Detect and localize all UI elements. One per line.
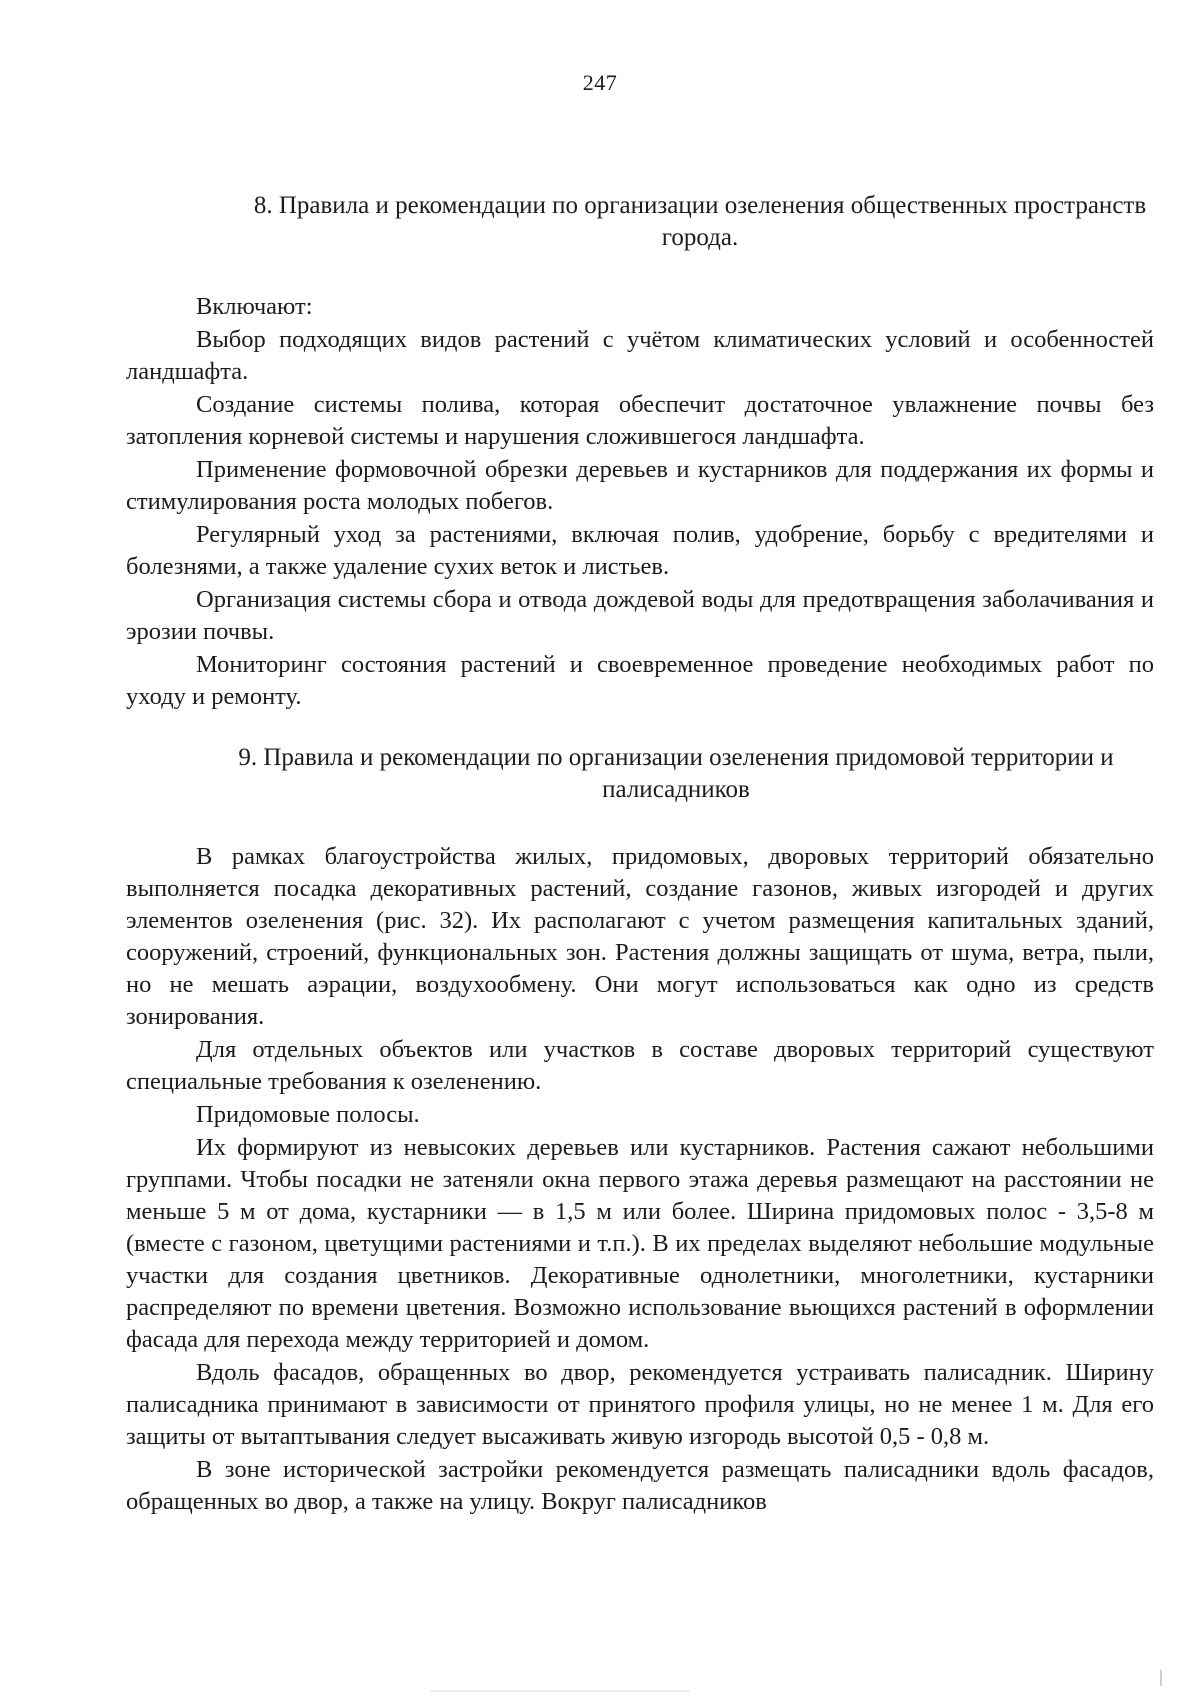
- paragraph: В зоне исторической застройки рекомендуется размещать палисадники вдоль фасадов, обращенных во двор, а также на улицу. Вокруг палисадников: [126, 1456, 1154, 1515]
- section-9-body: [126, 841, 1154, 1519]
- paragraph: Придомовые полосы.: [196, 1101, 420, 1128]
- paragraph: Применение формовочной обрезки деревьев и кустарников для поддержания их формы и стимулирования роста молодых побегов.: [126, 456, 1154, 515]
- section-8-body: [126, 291, 1154, 714]
- paragraph: Организация системы сбора и отвода дождевой воды для предотвращения заболачивания и эрозии почвы.: [126, 586, 1154, 645]
- section-8-heading: 8. Правила и рекомендации по организации озеленения общественных пространств города.: [253, 192, 1147, 251]
- paragraph: Выбор подходящих видов растений с учётом климатических условий и особенностей ландшафта.: [126, 326, 1154, 385]
- paragraph: Включают:: [196, 293, 313, 320]
- paragraph: В рамках благоустройства жилых, придомовых, дворовых территорий обязательно выполняется посадка декоративных растений, создание газонов, живых изгородей и других элементов озеленения (рис. 32). Их располагают с учетом размещения капитальных зданий, сооружений, строений, функциональных зон. Растения должны защищать от шума, ветра, пыли, но не мешать аэрации, воздухообмену. Они могут использоваться как одно из средств зонирования.: [126, 843, 1154, 1030]
- paragraph: Создание системы полива, которая обеспечит достаточное увлажнение почвы без затопления корневой системы и нарушения сложившегося ландшафта.: [126, 391, 1154, 450]
- scan-artifact: [1160, 1670, 1162, 1686]
- paragraph: Для отдельных объектов или участков в составе дворовых территорий существуют специальные требования к озеленению.: [126, 1036, 1154, 1095]
- paragraph: Мониторинг состояния растений и своевременное проведение необходимых работ по уходу и ремонту.: [126, 651, 1154, 710]
- scan-artifact: [430, 1690, 690, 1692]
- section-9-heading: 9. Правила и рекомендации по организации озеленения придомовой территории и палисадников: [238, 744, 1114, 803]
- paragraph: Вдоль фасадов, обращенных во двор, рекомендуется устраивать палисадник. Ширину палисадника принимают в зависимости от принятого профиля улицы, но не менее 1 м. Для его защиты от вытаптывания следует высаживать живую изгородь высотой 0,5 - 0,8 м.: [126, 1359, 1154, 1450]
- paragraph: Их формируют из невысоких деревьев или кустарников. Растения сажают небольшими группами. Чтобы посадки не затеняли окна первого этажа деревья размещают на расстоянии не меньше 5 м от дома, кустарники — в 1,5 м или более. Ширина придомовых полос - 3,5-8 м (вместе с газоном, цветущими растениями и т.п.). В их пределах выделяют небольшие модульные участки для создания цветников. Декоративные однолетники, многолетники, кустарники распределяют по времени цветения. Возможно использование вьющихся растений в оформлении фасада для перехода между территорией и домом.: [126, 1134, 1154, 1353]
- paragraph: Регулярный уход за растениями, включая полив, удобрение, борьбу с вредителями и болезнями, а также удаление сухих веток и листьев.: [126, 521, 1154, 580]
- page-number: 247: [582, 70, 618, 95]
